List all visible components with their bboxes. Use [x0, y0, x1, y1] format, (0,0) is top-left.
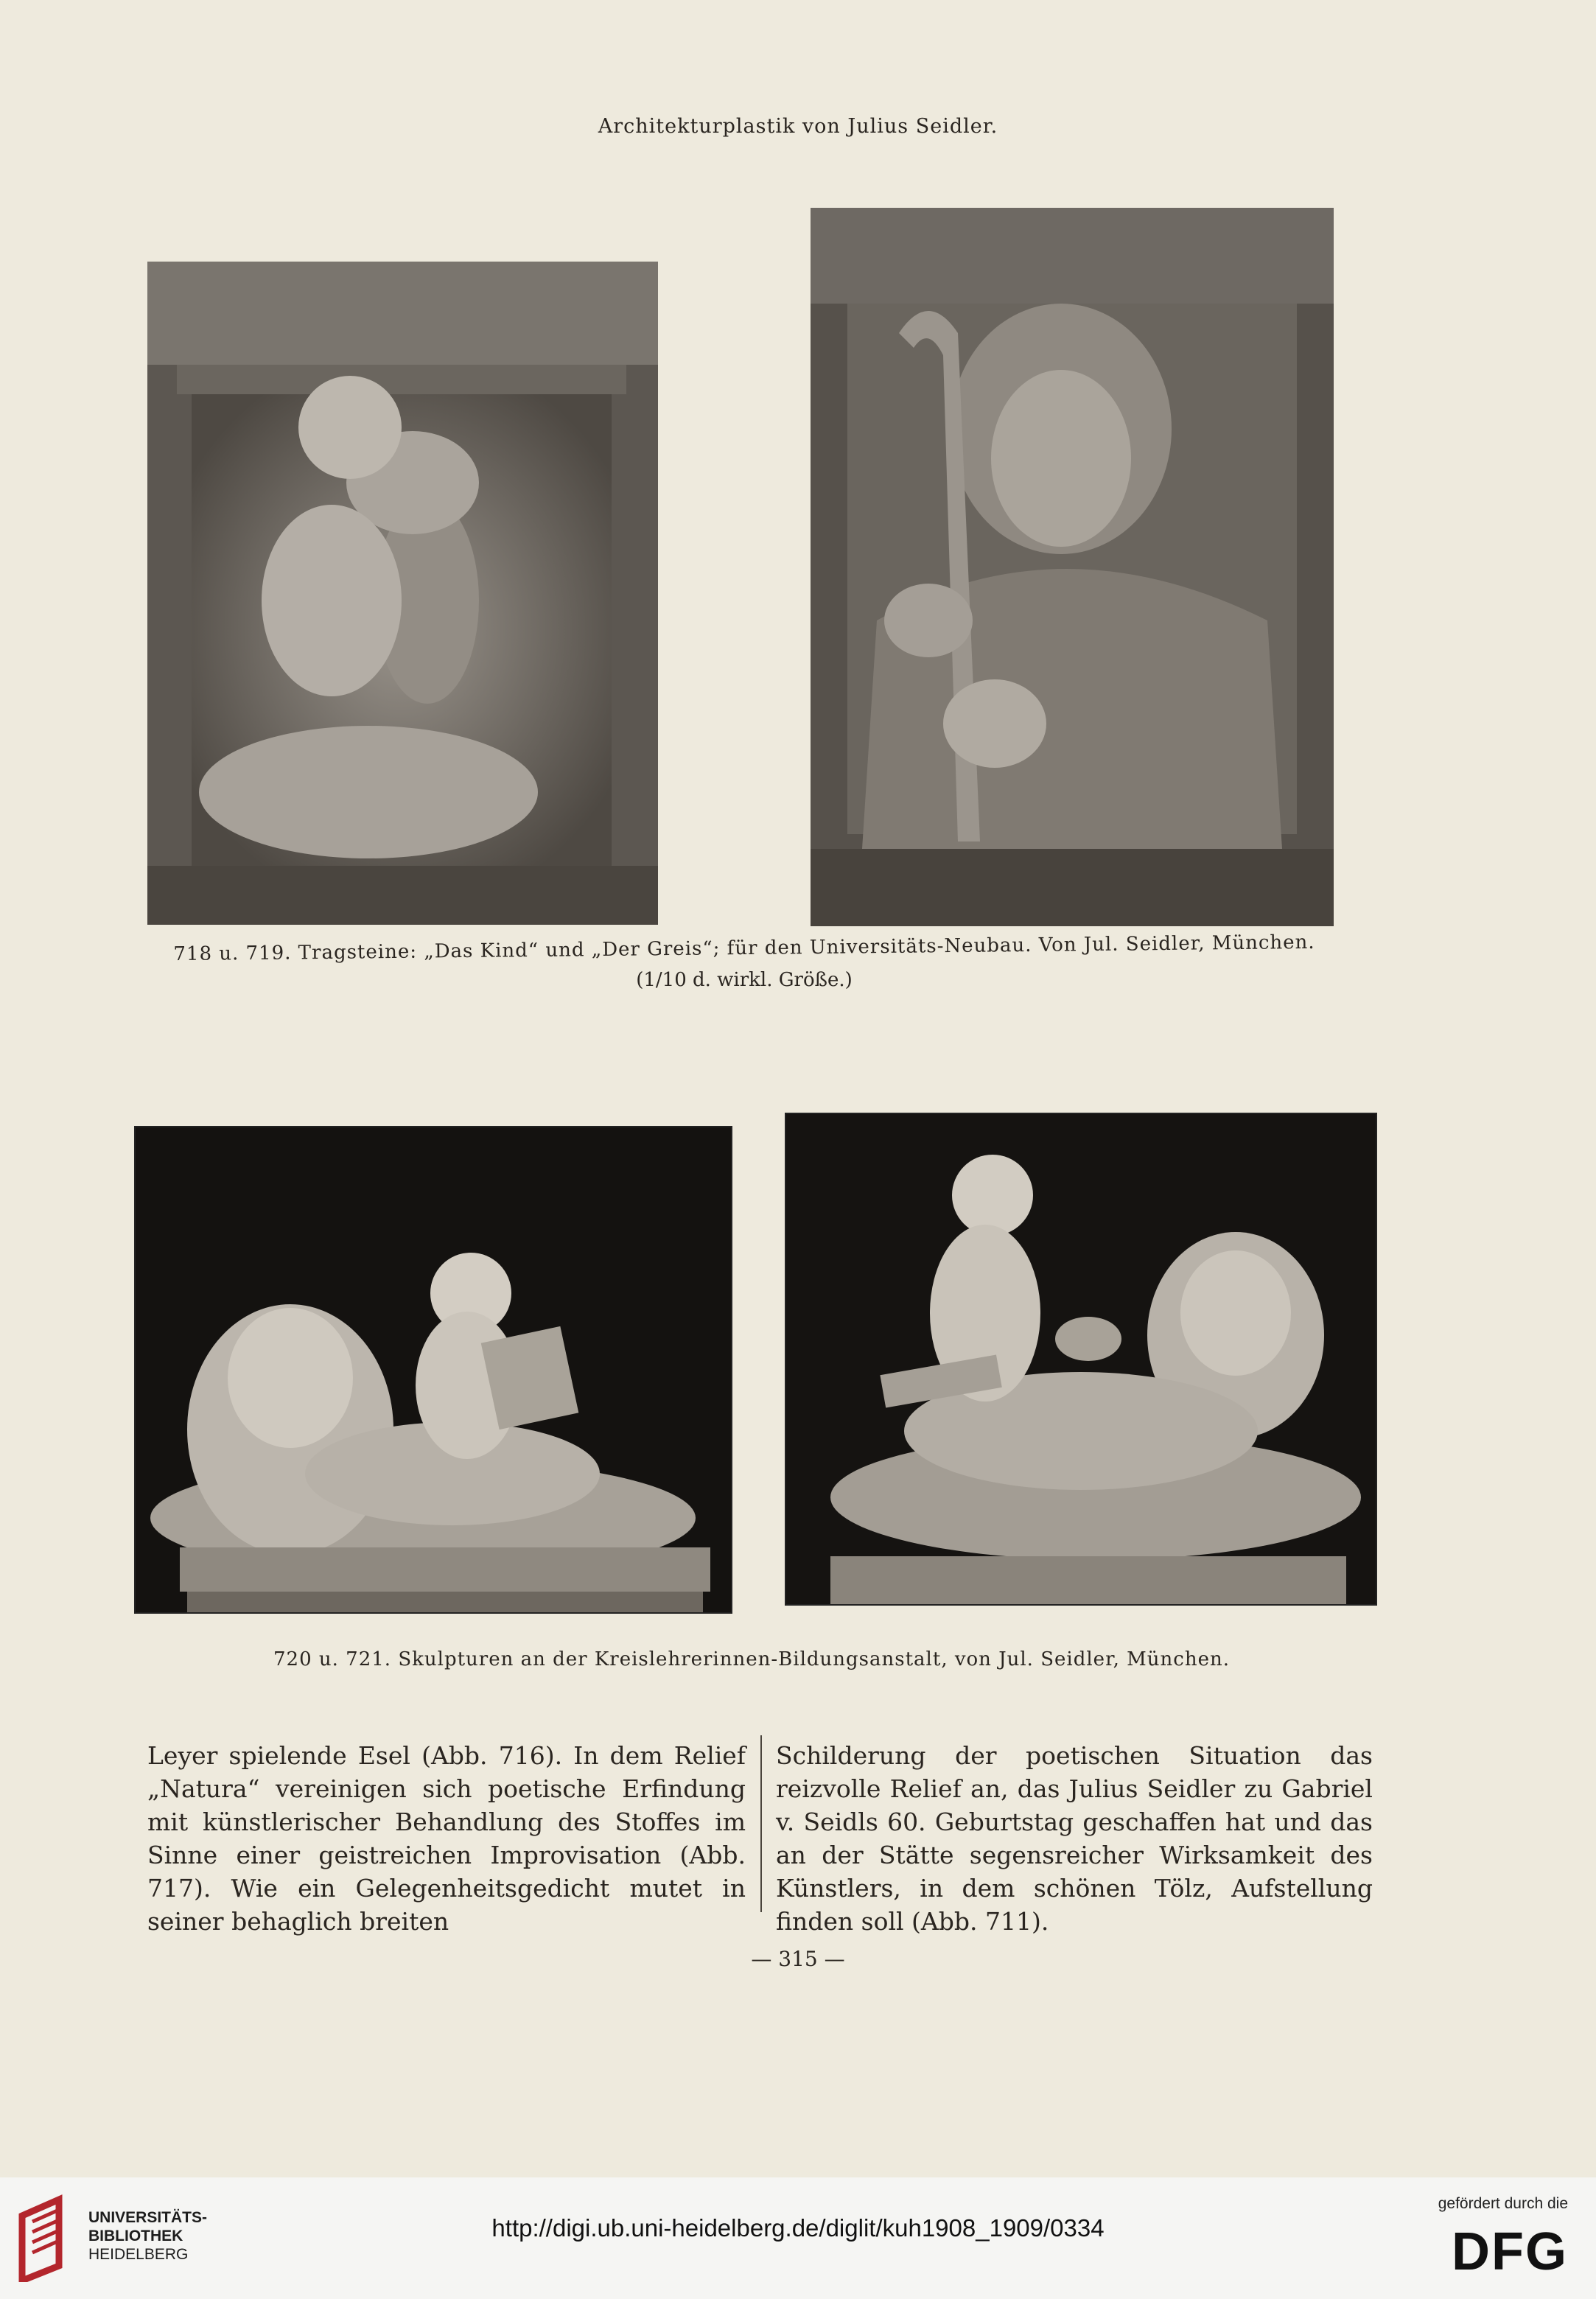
- caption-figures-718-719: 718 u. 719. Tragsteine: „Das Kind“ und „Der Greis“; für den Universitäts-Neubau. Von Jul. Seidler, München.: [173, 931, 1315, 966]
- column-divider: [760, 1735, 762, 1912]
- running-head: Architekturplastik von Julius Seidler.: [598, 115, 998, 138]
- body-text-left: [147, 1739, 746, 1938]
- caption-scale-note: (1/10 d. wirkl. Größe.): [636, 969, 853, 991]
- document-url-link[interactable]: http://digi.ub.uni-heidelberg.de/diglit/kuh1908_1909/0334: [491, 2214, 1105, 2242]
- body-paragraph-left: Leyer spielende Esel (Abb. 716). In dem Relief „Natura“ vereinigen sich poetische Erfindung mit künstlerischer Behandlung des Stoffes im Sinne einer geistreichen Improvisation (Abb. 717). Wie ein Gelegenheitsgedicht mutet in seiner behaglich breiten: [147, 1741, 746, 1936]
- body-text-right: [776, 1739, 1373, 1938]
- viewer-footer: [0, 2177, 1596, 2299]
- photo-child-relief: [147, 262, 658, 925]
- photo-lion-sculpture-right: [785, 1113, 1377, 1606]
- dfg-logo[interactable]: DFG: [1452, 2222, 1568, 2281]
- photo-old-man-relief: [811, 208, 1334, 926]
- caption-figures-720-721: 720 u. 721. Skulpturen an der Kreislehrerinnen-Bildungsanstalt, von Jul. Seidler, München.: [273, 1648, 1230, 1670]
- page-number: — 315 —: [751, 1947, 845, 1971]
- library-name: UNIVERSITÄTS- BIBLIOTHEK HEIDELBERG: [88, 2209, 208, 2263]
- funder-text: gefördert durch die: [1438, 2195, 1568, 2212]
- body-paragraph-right: Schilderung der poetischen Situation das reizvolle Relief an, das Julius Seidler zu Gabriel v. Seidls 60. Geburtstag geschaffen hat und das an der Stätte segensreicher Wirksamkeit des Künstlers, in dem schönen Tölz, Aufstellung finden soll (Abb. 711).: [776, 1741, 1373, 1936]
- photo-lion-sculpture-left: [134, 1126, 732, 1614]
